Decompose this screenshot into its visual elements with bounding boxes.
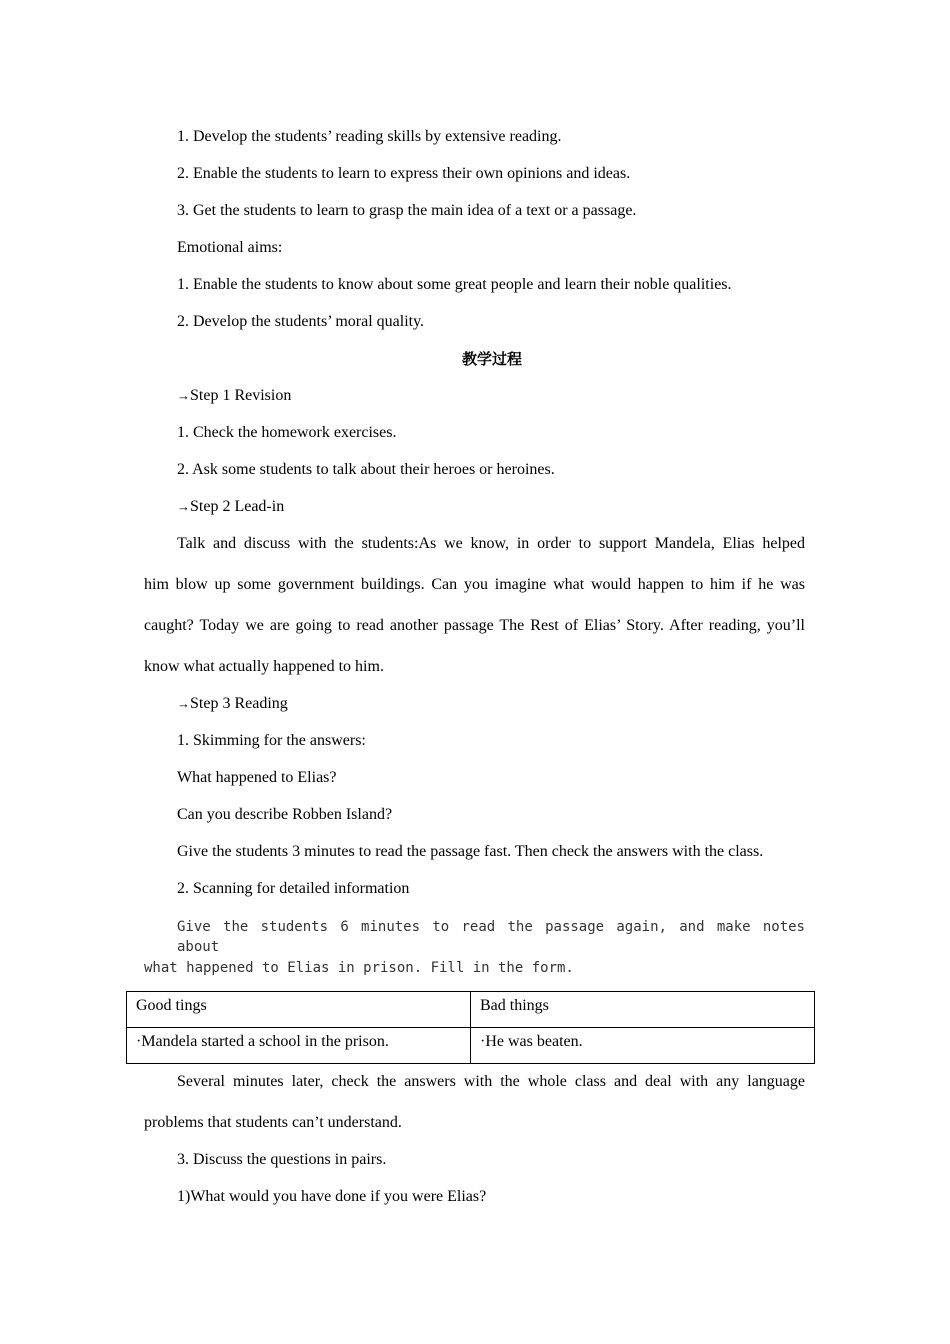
question-1: What happened to Elias? bbox=[177, 769, 337, 786]
table-cell-good: ·Mandela started a school in the prison. bbox=[127, 1028, 471, 1064]
table-row bbox=[127, 1028, 815, 1064]
skim-heading: 1. Skimming for the answers: bbox=[177, 732, 366, 749]
step1-item-1: 1. Check the homework exercises. bbox=[177, 424, 397, 441]
arrow-icon: → bbox=[177, 388, 190, 403]
step1-item-2: 2. Ask some students to talk about their heroes or heroines. bbox=[177, 461, 555, 478]
scan-heading: 2. Scanning for detailed information bbox=[177, 880, 410, 897]
after-line-1: Several minutes later, check the answers with the whole class and deal with any language bbox=[177, 1073, 805, 1090]
discuss-heading: 3. Discuss the questions in pairs. bbox=[177, 1151, 387, 1168]
table-cell-bad: ·He was beaten. bbox=[471, 1028, 815, 1064]
emotional-aims-heading: Emotional aims: bbox=[177, 239, 283, 256]
step1-heading bbox=[177, 386, 291, 406]
step2-para-line-3: caught? Today we are going to read another passage The Rest of Elias’ Story. After reading, you’ll bbox=[144, 617, 805, 634]
emotional-aim-1: 1. Enable the students to know about some great people and learn their noble qualities. bbox=[177, 276, 732, 293]
table-header-good: Good tings bbox=[127, 992, 471, 1028]
arrow-icon: → bbox=[177, 696, 190, 711]
step3-title: Step 3 Reading bbox=[190, 695, 288, 712]
objective-1: 1. Develop the students’ reading skills by extensive reading. bbox=[177, 128, 562, 145]
after-line-2: problems that students can’t understand. bbox=[144, 1114, 402, 1131]
emotional-aim-2: 2. Develop the students’ moral quality. bbox=[177, 313, 425, 330]
section-title: 教学过程 bbox=[461, 350, 522, 368]
arrow-icon: → bbox=[177, 499, 190, 514]
skim-note: Give the students 3 minutes to read the passage fast. Then check the answers with the class. bbox=[177, 843, 764, 860]
discuss-question-1: 1)What would you have done if you were Elias? bbox=[177, 1188, 487, 1205]
table-header-bad: Bad things bbox=[471, 992, 815, 1028]
scan-line-1: Give the students 6 minutes to read the passage again, and make notes about bbox=[177, 919, 805, 955]
scan-line-2: what happened to Elias in prison. Fill in the form. bbox=[144, 960, 574, 976]
step1-title: Step 1 Revision bbox=[190, 387, 292, 404]
table-header-row bbox=[127, 992, 815, 1028]
question-2: Can you describe Robben Island? bbox=[177, 806, 393, 823]
objective-2: 2. Enable the students to learn to express their own opinions and ideas. bbox=[177, 165, 631, 182]
step2-heading bbox=[177, 497, 284, 517]
objective-3: 3. Get the students to learn to grasp the main idea of a text or a passage. bbox=[177, 202, 637, 219]
step2-para-line-4: know what actually happened to him. bbox=[144, 658, 384, 675]
step3-heading bbox=[177, 694, 288, 714]
step2-title: Step 2 Lead-in bbox=[190, 498, 285, 515]
step2-para-line-2: him blow up some government buildings. Can you imagine what would happen to him if he was bbox=[144, 576, 805, 593]
step2-para-line-1: Talk and discuss with the students:As we know, in order to support Mandela, Elias helped bbox=[177, 535, 805, 552]
notes-table bbox=[126, 991, 815, 1064]
